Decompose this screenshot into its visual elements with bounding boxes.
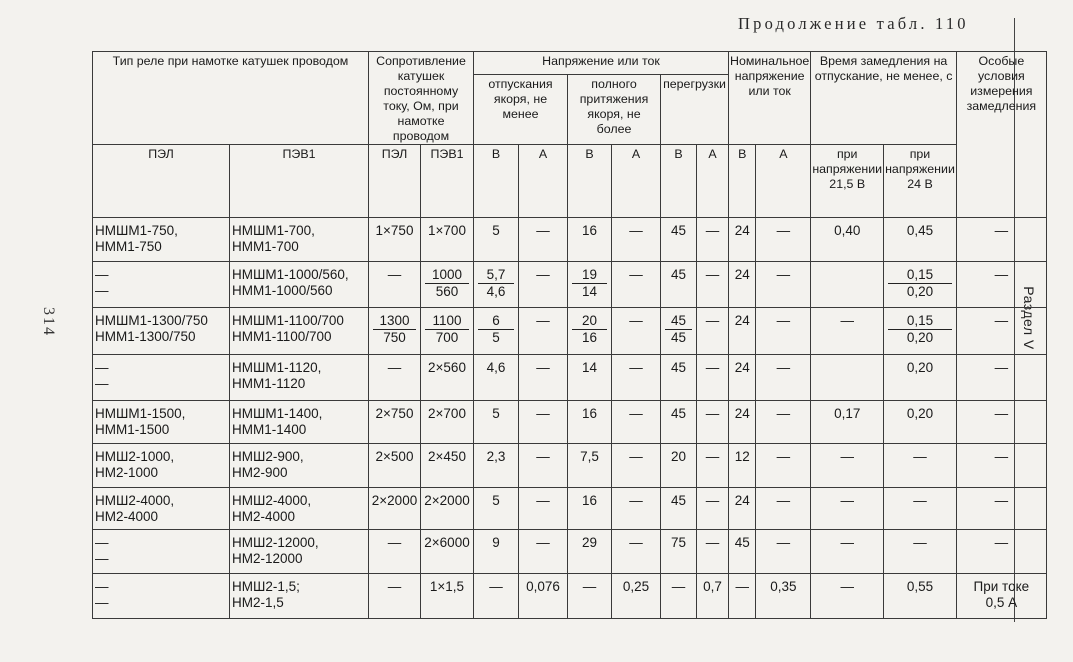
cell-res-pev1 [421, 308, 474, 355]
cell-special: — [956, 488, 1046, 530]
cell-relay-pel [93, 355, 230, 401]
cell-relay-pev1-line: НММ1-1000/560 [232, 283, 333, 298]
cell-delay-21: — [811, 308, 884, 355]
cell-release-a: — [519, 218, 568, 262]
cell-delay-21 [811, 355, 884, 401]
cell-relay-pev1 [230, 355, 369, 401]
cell-relay-pel-line: — [95, 551, 109, 566]
subheader-release-v: В [474, 145, 519, 218]
cell-relay-pev1 [230, 401, 369, 444]
header-nominal: Номинальное напряжение или ток [729, 52, 811, 145]
cell-release-v: 2,3 [474, 444, 519, 488]
cell-release-v: 5 [474, 401, 519, 444]
cell-overload-v: 75 [661, 530, 697, 574]
table-row [93, 444, 1047, 488]
cell-res-pel-line: 750 [383, 330, 406, 345]
cell-pull-v [568, 308, 612, 355]
subheader-pull-v: В [568, 145, 612, 218]
cell-relay-pev1-line: НМ2-900 [232, 465, 288, 480]
header-overload: перегрузки [661, 74, 729, 144]
cell-relay-pel [93, 444, 230, 488]
cell-pull-v: 16 [568, 488, 612, 530]
section-label: Раздел V [1021, 286, 1037, 350]
cell-res-pev1: 1×1,5 [421, 574, 474, 619]
cell-delay-24: — [884, 530, 957, 574]
cell-special: — [956, 308, 1046, 355]
cell-pull-v: 29 [568, 530, 612, 574]
cell-relay-pel-line: — [95, 283, 109, 298]
cell-overload-a: — [697, 444, 729, 488]
cell-relay-pev1-line: НМШМ1-1100/700 [232, 313, 344, 328]
cell-nominal-a: — [756, 355, 811, 401]
cell-nominal-a: — [756, 401, 811, 444]
cell-nominal-a: — [756, 262, 811, 308]
subheader-pull-a: А [612, 145, 661, 218]
cell-delay-24: 0,20 [884, 355, 957, 401]
cell-pull-a: — [612, 262, 661, 308]
subheader-pel: ПЭЛ [93, 145, 230, 218]
table-row [93, 530, 1047, 574]
cell-delay-21: — [811, 444, 884, 488]
cell-res-pev1: 2×700 [421, 401, 474, 444]
cell-relay-pel [93, 530, 230, 574]
cell-relay-pel-line: НММ1-1300/750 [95, 329, 196, 344]
page-number: 314 [40, 307, 57, 337]
cell-relay-pev1-line: НМ2-1,5 [232, 595, 284, 610]
cell-overload-v: 45 [661, 218, 697, 262]
cell-nominal-v: 24 [729, 308, 756, 355]
cell-overload-a: — [697, 530, 729, 574]
cell-res-pel: — [369, 574, 421, 619]
cell-relay-pev1-line: НМШ2-900, [232, 449, 304, 464]
cell-special: — [956, 401, 1046, 444]
cell-pull-v: 7,5 [568, 444, 612, 488]
cell-overload-v-line: 45 [670, 330, 687, 345]
cell-release-v: 5 [474, 218, 519, 262]
cell-pull-a: — [612, 488, 661, 530]
cell-res-pev1: 2×450 [421, 444, 474, 488]
cell-relay-pel-line: — [95, 267, 109, 282]
cell-special-line: 0,5 А [985, 595, 1018, 610]
cell-pull-a: — [612, 218, 661, 262]
cell-res-pel-line: 1300 [373, 313, 416, 330]
subheader-overload-a: А [697, 145, 729, 218]
cell-res-pel [369, 308, 421, 355]
cell-relay-pev1-line: НММ1-1400 [232, 422, 307, 437]
cell-release-a: — [519, 308, 568, 355]
subheader-delay-21: при напряжении 21,5 В [811, 145, 884, 218]
cell-pull-v-line: 20 [572, 313, 607, 330]
subheader-res-pel: ПЭЛ [369, 145, 421, 218]
cell-release-v: — [474, 574, 519, 619]
cell-release-a: — [519, 488, 568, 530]
table-row [93, 308, 1047, 355]
cell-res-pev1 [421, 262, 474, 308]
cell-overload-v: 45 [661, 488, 697, 530]
cell-release-v-line: 5 [492, 330, 500, 345]
cell-relay-pev1-line: НМШМ1-1120, [232, 360, 322, 375]
cell-release-a: 0,076 [519, 574, 568, 619]
cell-relay-pev1-line: НМ2-4000 [232, 509, 296, 524]
cell-relay-pev1 [230, 574, 369, 619]
cell-relay-pel [93, 574, 230, 619]
cell-relay-pel-line: НМШМ1-750, [95, 223, 178, 238]
subheader-release-a: А [519, 145, 568, 218]
cell-nominal-a: — [756, 530, 811, 574]
cell-relay-pev1-line: НМШМ1-700, [232, 223, 315, 238]
cell-res-pev1-line: 1000 [425, 267, 469, 284]
cell-pull-a: — [612, 530, 661, 574]
cell-delay-21: — [811, 488, 884, 530]
cell-pull-a: — [612, 444, 661, 488]
cell-nominal-v: 45 [729, 530, 756, 574]
cell-delay-24: — [884, 444, 957, 488]
cell-res-pev1-line: 560 [435, 284, 459, 299]
cell-relay-pev1-line: НМШ2-12000, [232, 535, 319, 550]
cell-delay-24-line: 0,15 [888, 313, 952, 330]
table-row [93, 355, 1047, 401]
cell-special: — [956, 262, 1046, 308]
cell-relay-pel-line: — [95, 360, 109, 375]
cell-release-a: — [519, 444, 568, 488]
cell-pull-a: 0,25 [612, 574, 661, 619]
subheader-nominal-a: А [756, 145, 811, 218]
cell-res-pev1: 2×6000 [421, 530, 474, 574]
relay-table [92, 51, 1047, 619]
cell-relay-pel [93, 308, 230, 355]
cell-overload-v: 45 [661, 355, 697, 401]
cell-delay-21: 0,17 [811, 401, 884, 444]
cell-delay-24 [884, 262, 957, 308]
cell-relay-pel-line: НМШМ1-1500, [95, 406, 186, 421]
cell-relay-pel [93, 218, 230, 262]
cell-release-v [474, 262, 519, 308]
cell-release-v [474, 308, 519, 355]
cell-relay-pev1-line: НМШ2-1,5; [232, 579, 300, 594]
cell-overload-a: 0,7 [697, 574, 729, 619]
table-row [93, 218, 1047, 262]
cell-pull-v: 14 [568, 355, 612, 401]
table-row [93, 401, 1047, 444]
cell-res-pev1: 1×700 [421, 218, 474, 262]
subheader-nominal-v: В [729, 145, 756, 218]
cell-nominal-v: 24 [729, 262, 756, 308]
cell-relay-pev1 [230, 262, 369, 308]
cell-pull-v: 16 [568, 401, 612, 444]
cell-nominal-a: 0,35 [756, 574, 811, 619]
cell-nominal-a: — [756, 308, 811, 355]
header-pull-in: полного притяжения якоря, не более [568, 74, 661, 144]
cell-res-pel: 2×2000 [369, 488, 421, 530]
cell-relay-pev1 [230, 444, 369, 488]
cell-relay-pev1 [230, 218, 369, 262]
cell-nominal-a: — [756, 488, 811, 530]
subheader-res-pev1: ПЭВ1 [421, 145, 474, 218]
table-row [93, 488, 1047, 530]
cell-pull-v-line: 14 [581, 284, 598, 299]
subheader-delay-24: при напряжении 24 В [884, 145, 957, 218]
cell-pull-v [568, 262, 612, 308]
cell-overload-a: — [697, 401, 729, 444]
cell-special-line: При токе [973, 579, 1030, 594]
cell-overload-v-line: 45 [665, 313, 692, 330]
cell-release-v: 9 [474, 530, 519, 574]
cell-nominal-v: 24 [729, 401, 756, 444]
cell-special: — [956, 218, 1046, 262]
cell-res-pel: 2×750 [369, 401, 421, 444]
cell-res-pev1-line: 700 [435, 330, 459, 345]
cell-delay-21 [811, 262, 884, 308]
cell-relay-pev1-line: НМ2-12000 [232, 551, 303, 566]
cell-delay-21: — [811, 530, 884, 574]
table-row [93, 574, 1047, 619]
cell-overload-a: — [697, 262, 729, 308]
cell-relay-pel-line: — [95, 535, 109, 550]
cell-delay-24-line: 0,20 [906, 284, 934, 299]
cell-delay-24: — [884, 488, 957, 530]
cell-relay-pel-line: — [95, 579, 109, 594]
cell-release-v: 4,6 [474, 355, 519, 401]
cell-res-pel: 1×750 [369, 218, 421, 262]
cell-release-v-line: 5,7 [478, 267, 514, 284]
cell-relay-pel-line: НМ2-1000 [95, 465, 159, 480]
header-voltage-current: Напряжение или ток [474, 52, 729, 75]
cell-res-pev1-line: 1100 [425, 313, 469, 330]
cell-delay-21: — [811, 574, 884, 619]
cell-relay-pel-line: НММ1-1500 [95, 422, 170, 437]
cell-relay-pev1-line: НМШМ1-1400, [232, 406, 323, 421]
subheader-overload-v: В [661, 145, 697, 218]
cell-relay-pel [93, 488, 230, 530]
cell-pull-v-line: 16 [581, 330, 598, 345]
header-delay: Время замедления на отпускание, не менее, с [811, 52, 957, 145]
cell-overload-v [661, 308, 697, 355]
cell-release-a: — [519, 355, 568, 401]
cell-relay-pel-line: НМШ2-4000, [95, 493, 175, 508]
cell-res-pev1: 2×2000 [421, 488, 474, 530]
cell-overload-a: — [697, 218, 729, 262]
cell-relay-pel-line: НМШМ1-1300/750 [95, 313, 208, 328]
header-special-conditions: Особые условия измерения замедления [956, 52, 1046, 218]
cell-relay-pev1 [230, 308, 369, 355]
cell-relay-pev1-line: НММ1-1120 [232, 376, 306, 391]
cell-release-v-line: 4,6 [486, 284, 506, 299]
cell-nominal-v: 24 [729, 488, 756, 530]
cell-release-v-line: 6 [478, 313, 514, 330]
cell-overload-v: — [661, 574, 697, 619]
cell-overload-v: 45 [661, 401, 697, 444]
cell-delay-21: 0,40 [811, 218, 884, 262]
cell-delay-24: 0,55 [884, 574, 957, 619]
cell-relay-pel-line: НМ2-4000 [95, 509, 159, 524]
cell-relay-pel-line: НМШ2-1000, [95, 449, 175, 464]
cell-overload-a: — [697, 488, 729, 530]
cell-special: — [956, 444, 1046, 488]
cell-delay-24-line: 0,15 [888, 267, 952, 284]
cell-delay-24: 0,20 [884, 401, 957, 444]
cell-release-v: 5 [474, 488, 519, 530]
subheader-pev1: ПЭВ1 [230, 145, 369, 218]
cell-res-pel: — [369, 262, 421, 308]
cell-release-a: — [519, 401, 568, 444]
cell-pull-a: — [612, 355, 661, 401]
cell-delay-24: 0,45 [884, 218, 957, 262]
cell-relay-pel-line: — [95, 595, 109, 610]
cell-relay-pel [93, 401, 230, 444]
cell-relay-pev1-line: НМШ2-4000, [232, 493, 312, 508]
header-relay-type: Тип реле при намотке катушек проводом [93, 52, 369, 145]
header-resistance: Сопротивление катушек постоянному току, Ом, при намотке проводом [369, 52, 474, 145]
cell-relay-pev1-line: НМШМ1-1000/560, [232, 267, 349, 282]
cell-relay-pev1 [230, 530, 369, 574]
cell-res-pev1: 2×560 [421, 355, 474, 401]
cell-relay-pev1 [230, 488, 369, 530]
cell-pull-v-line: 19 [572, 267, 607, 284]
cell-res-pel: — [369, 530, 421, 574]
cell-delay-24 [884, 308, 957, 355]
cell-special [956, 574, 1046, 619]
cell-nominal-a: — [756, 218, 811, 262]
cell-res-pel: — [369, 355, 421, 401]
cell-delay-24-line: 0,20 [906, 330, 934, 345]
table-caption: Продолжение табл. 110 [738, 14, 969, 33]
cell-release-a: — [519, 530, 568, 574]
cell-pull-a: — [612, 401, 661, 444]
cell-nominal-v: 12 [729, 444, 756, 488]
cell-special: — [956, 530, 1046, 574]
cell-overload-v: 20 [661, 444, 697, 488]
cell-relay-pel-line: НММ1-750 [95, 239, 162, 254]
cell-pull-a: — [612, 308, 661, 355]
cell-nominal-v: 24 [729, 355, 756, 401]
cell-relay-pev1-line: НММ1-700 [232, 239, 299, 254]
cell-overload-v: 45 [661, 262, 697, 308]
cell-nominal-v: 24 [729, 218, 756, 262]
cell-relay-pel [93, 262, 230, 308]
cell-res-pel: 2×500 [369, 444, 421, 488]
header-release: отпускания якоря, не менее [474, 74, 568, 144]
cell-nominal-a: — [756, 444, 811, 488]
cell-relay-pel-line: — [95, 376, 109, 391]
table-row [93, 262, 1047, 308]
cell-overload-a: — [697, 308, 729, 355]
cell-release-a: — [519, 262, 568, 308]
cell-pull-v: 16 [568, 218, 612, 262]
cell-overload-a: — [697, 355, 729, 401]
cell-nominal-v: — [729, 574, 756, 619]
cell-relay-pev1-line: НММ1-1100/700 [232, 329, 332, 344]
cell-special: — [956, 355, 1046, 401]
cell-pull-v: — [568, 574, 612, 619]
